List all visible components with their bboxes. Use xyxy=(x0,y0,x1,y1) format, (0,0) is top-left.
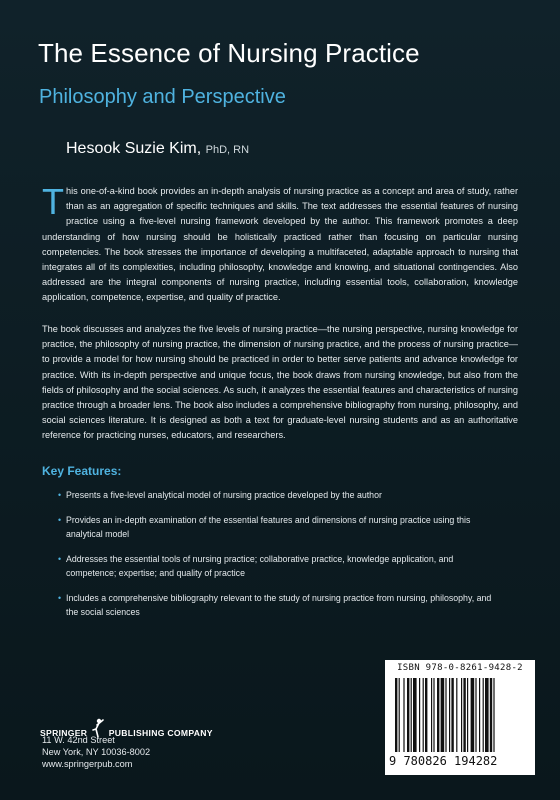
barcode-icon xyxy=(395,678,525,752)
key-features-list xyxy=(58,488,498,630)
isbn-label: ISBN 978-0-8261-9428-2 xyxy=(397,663,523,673)
author-name: Hesook Suzie Kim, xyxy=(66,140,202,157)
publisher-name-right: PUBLISHING COMPANY xyxy=(108,728,213,738)
feature-text: Addresses the essential tools of nursing practice; collaborative practice, knowledge application, and competence; expertise; and quality of practice xyxy=(66,554,454,578)
drop-cap: T xyxy=(42,181,64,222)
list-item xyxy=(58,591,498,619)
address-street: 11 W. 42nd Street xyxy=(42,735,115,745)
list-item xyxy=(58,552,498,580)
feature-text: Presents a five-level analytical model of nursing practice developed by the author xyxy=(66,490,382,500)
description-paragraph-2: The book discusses and analyzes the five levels of nursing practice—the nursing perspective, nursing knowledge for practice, the philosophy of nursing practice, the dimension of nursing practice, and the process of nursing practice—to provide a model for how nursing should be practiced in order to better serve patients and advance knowledge for practice. With its in-depth perspective and unique focus, the book draws from nursing knowledge, but also from the fields of philosophy and the social sciences. As such, it analyzes the essential features and characteristics of nursing practice through a broader lens. The book also includes a comprehensive bibliography from nursing, philosophy, and social sciences literature. It is designed as both a text for graduate-level nursing students and as an authoritative reference for practicing nurses, educators, and researchers. xyxy=(42,324,518,441)
author-line xyxy=(66,140,249,158)
bullet-icon: • xyxy=(58,515,62,525)
description-paragraph-1 xyxy=(42,181,518,306)
list-item xyxy=(58,488,498,502)
address-city: New York, NY 10036-8002 xyxy=(42,747,151,757)
bullet-icon: • xyxy=(58,554,62,564)
author-credentials: PhD, RN xyxy=(205,144,250,156)
bullet-icon: • xyxy=(58,593,62,603)
feature-text: Includes a comprehensive bibliography relevant to the study of nursing practice from nursing, philosophy, and the social sciences xyxy=(66,593,492,617)
bullet-icon: • xyxy=(58,490,62,500)
list-item xyxy=(58,513,498,541)
feature-text: Provides an in-depth examination of the essential features and dimensions of nursing practice using this analytical model xyxy=(66,515,471,539)
publisher-address xyxy=(42,734,150,770)
book-subtitle: Philosophy and Perspective xyxy=(39,86,286,108)
paragraph-1-text: his one-of-a-kind book provides an in-depth analysis of nursing practice as a concept and area of study, rather than as an aggregation of specific techniques and skills. The text addresses the essential features of nursing practice using a five-level nursing framework developed by the author. This framework promotes a deep understanding of how nursing should be holistically practiced rather than focusing on particular nursing competencies. The book stresses the importance of developing a multifaceted, adaptable approach to nursing that integrates all of its complexities, including philosophy, knowledge and knowing, and situational contingencies. Also addressed are the integral components of nursing practice, including essential tools, collaboration, knowledge application, competence, expertise, and quality of practice. xyxy=(42,186,518,303)
barcode-panel xyxy=(385,660,535,775)
publisher-website: www.springerpub.com xyxy=(42,759,133,769)
barcode-number: 9 780826 194282 xyxy=(389,754,498,768)
book-title: The Essence of Nursing Practice xyxy=(38,38,420,68)
publisher-name-left: SPRINGER xyxy=(40,728,88,738)
key-features-heading: Key Features: xyxy=(42,464,122,478)
